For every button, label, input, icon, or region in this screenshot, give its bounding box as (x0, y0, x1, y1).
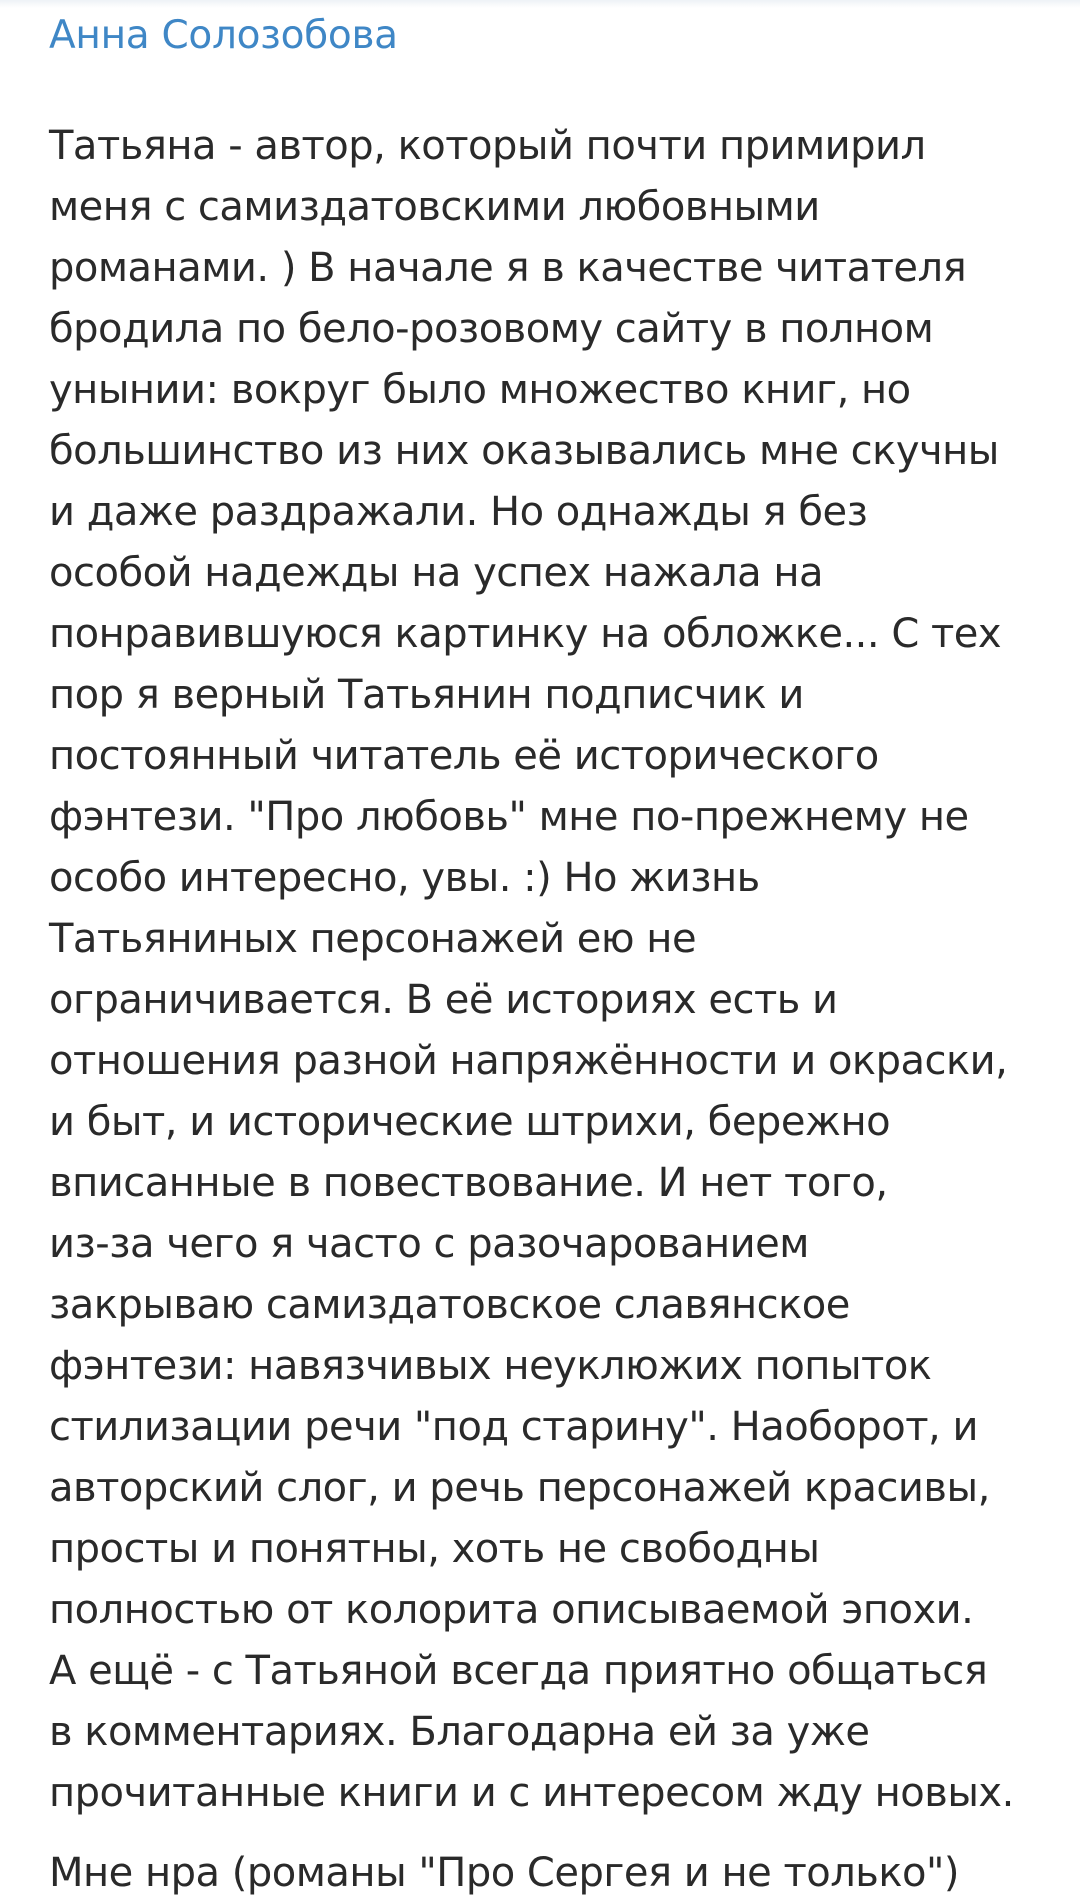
comment-text-line: унынии: вокруг было множество книг, но (49, 367, 911, 413)
comment-text-line: понравившуюся картинку на обложке... С тех (49, 611, 1002, 657)
comment-text-line: закрываю самиздатовское славянское (49, 1282, 850, 1328)
comment-text-line: из-за чего я часто с разочарованием (49, 1221, 809, 1267)
comment-text-line: отношения разной напряжённости и окраски, (49, 1038, 1008, 1084)
comment-text-line: Татьяниных персонажей ею не (49, 916, 697, 962)
comment-text-line: полностью от колорита описываемой эпохи. (49, 1587, 974, 1633)
comment-text-line: большинство из них оказывались мне скучны (49, 428, 999, 474)
comment-text-line: стилизации речи "под старину". Наоборот, и (49, 1404, 978, 1450)
comment-text-line: особой надежды на успех нажала на (49, 550, 824, 596)
comment-text-line: и даже раздражали. Но однажды я без (49, 489, 868, 535)
comment-text (49, 116, 1049, 1824)
comment-text-line: фэнтези: навязчивых неуклюжих попыток (49, 1343, 932, 1389)
comment-item (49, 0, 1049, 1824)
comment-text-line: меня с самиздатовскими любовными (49, 184, 820, 230)
comment-text-line: просты и понятны, хоть не свободны (49, 1526, 820, 1572)
next-comment-text-partial: Мне нра (романы "Про Сергея и не только") (49, 1850, 959, 1896)
comment-text-line: вписанные в повествование. И нет того, (49, 1160, 888, 1206)
comment-text-line: авторский слог, и речь персонажей красивы, (49, 1465, 990, 1511)
comment-text-line: романами. ) В начале я в качестве читателя (49, 245, 967, 291)
comment-text-line: постоянный читатель её исторического (49, 733, 879, 779)
comment-text-line: пор я верный Татьянин подписчик и (49, 672, 804, 718)
comment-text-line: ограничивается. В её историях есть и (49, 977, 838, 1023)
comment-text-line: и быт, и исторические штрихи, бережно (49, 1099, 891, 1145)
comment-text-line: А ещё - с Татьяной всегда приятно общаться (49, 1648, 988, 1694)
comment-text-line: прочитанные книги и с интересом жду новых. (49, 1770, 1014, 1816)
comment-text-line: бродила по бело-розовому сайту в полном (49, 306, 934, 352)
comment-text-line: Татьяна - автор, который почти примирил (49, 123, 926, 169)
comment-text-line: фэнтези. "Про любовь" мне по-прежнему не (49, 794, 969, 840)
comment-text-line: в комментариях. Благодарна ей за уже (49, 1709, 870, 1755)
comment-text-line: особо интересно, увы. :) Но жизнь (49, 855, 760, 901)
comment-author-link[interactable]: Анна Солозобова (49, 13, 398, 58)
